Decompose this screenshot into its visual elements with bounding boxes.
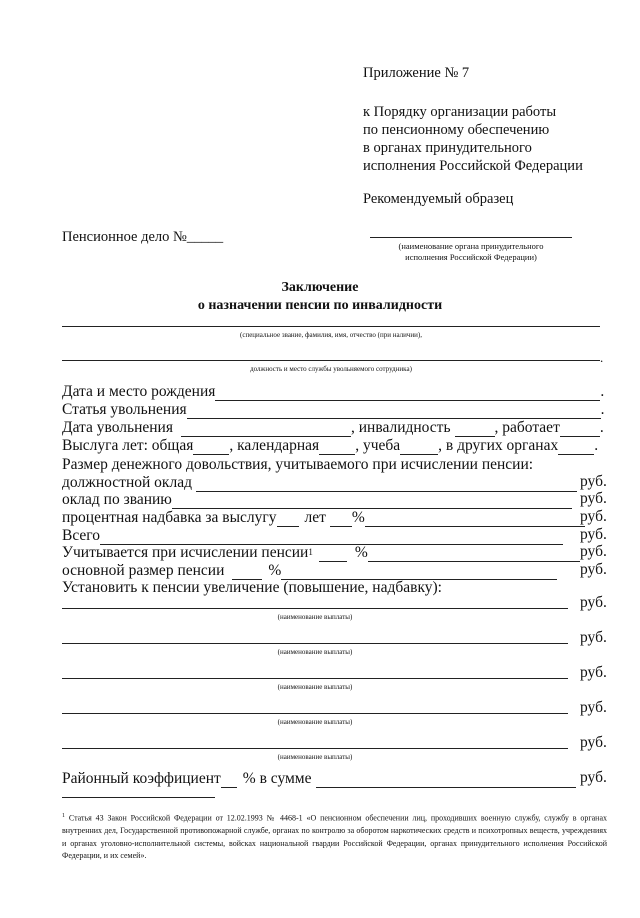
- regional-sum-field[interactable]: [316, 773, 576, 788]
- payment-caption-2: (наименование выплаты): [277, 648, 353, 656]
- payment-rub-2: руб.: [580, 629, 607, 646]
- regional-pct-field[interactable]: [221, 773, 237, 788]
- name-line[interactable]: [62, 326, 600, 327]
- regional-label: Районный коэффициент: [62, 770, 221, 787]
- bonus-pct-field[interactable]: [330, 512, 352, 527]
- rank-field[interactable]: [172, 494, 572, 509]
- basic-rub: руб.: [580, 561, 607, 578]
- payment-rub-4: руб.: [580, 699, 607, 716]
- rank-label: оклад по званию: [62, 491, 172, 508]
- authority-line[interactable]: [370, 237, 572, 238]
- footnote-mark: 1: [62, 813, 65, 819]
- other-field[interactable]: [558, 440, 594, 455]
- payment-line-3[interactable]: [62, 678, 568, 679]
- document-subtitle: о назначении пенсии по инвалидности: [197, 298, 443, 313]
- basic-label: основной размер пенсии: [62, 562, 225, 579]
- dismissal-field[interactable]: [181, 422, 351, 437]
- payment-line-2[interactable]: [62, 643, 568, 644]
- name-caption: (специальное звание, фамилия, имя, отчество (при наличии),: [240, 331, 422, 339]
- appendix-number: Приложение № 7: [363, 65, 470, 81]
- study-label: , учеба: [355, 437, 401, 454]
- article-field[interactable]: [187, 404, 601, 419]
- position-line[interactable]: [62, 360, 600, 361]
- counted-pct-field[interactable]: [319, 547, 347, 562]
- payment-rub-3: руб.: [580, 664, 607, 681]
- payment-line-1[interactable]: [62, 608, 568, 609]
- birth-field[interactable]: [215, 386, 600, 401]
- authority-caption-1: (наименование органа принудительного: [398, 241, 544, 251]
- position-caption: должность и место службы увольняемого сотрудника): [250, 365, 412, 373]
- regional-rub: руб.: [580, 769, 607, 786]
- footnote-ref[interactable]: 1: [308, 547, 313, 557]
- calendar-label: , календарная: [229, 437, 320, 454]
- birth-label: Дата и место рождения: [62, 383, 216, 400]
- allowance-label: Размер денежного довольствия, учитываемого при исчислении пенсии:: [62, 456, 534, 473]
- service-total-field[interactable]: [193, 440, 229, 455]
- pension-case-number: Пенсионное дело №_____: [62, 229, 224, 245]
- rank-rub: руб.: [580, 490, 607, 507]
- study-field[interactable]: [400, 440, 438, 455]
- service-row: Выслуга лет: общая , календарная , учеба , в других органах .: [62, 437, 599, 454]
- total-label: Всего: [62, 527, 101, 544]
- bonus-sum-field[interactable]: [365, 512, 585, 527]
- footnote-separator: [62, 797, 215, 798]
- increase-row: [62, 578, 442, 597]
- works-label: , работает: [494, 419, 560, 436]
- counted-pct-label: %: [354, 544, 368, 561]
- appendix-line-3: в органах принудительного: [363, 140, 532, 156]
- counted-sum-field[interactable]: [368, 547, 580, 562]
- increase-label: Установить к пенсии увеличение (повышение, надбавку):: [62, 579, 442, 596]
- dismissal-label: Дата увольнения: [62, 419, 173, 436]
- article-label: Статья увольнения: [62, 401, 187, 418]
- sample-label: Рекомендуемый образец: [363, 191, 514, 207]
- disability-field[interactable]: [455, 422, 495, 437]
- authority-caption-2: исполнения Российской Федерации): [405, 252, 537, 262]
- service-label: Выслуга лет: общая: [62, 437, 194, 454]
- footnote-text: Статья 43 Закон Российской Федерации от 12.02.1993 № 4468-1 «О пенсионном обеспечении лиц, проходивших военную службу, службу в органах внутренних дел, Государственной противопожарной службе, органах по контролю за оборотом наркотических средств и психотропных веществ, учреждениях и органах уголовно-исполнительной системы, войсках национальной гвардии Российской Федерации, органах принудительного исполнения Российской Федерации, и их семей».: [62, 813, 607, 861]
- payment-rub-5: руб.: [580, 734, 607, 751]
- allowance-row: [62, 455, 533, 474]
- total-rub: руб.: [580, 526, 607, 543]
- regional-sum-label: % в сумме: [242, 770, 312, 787]
- counted-label: Учитывается при исчислении пенсии: [62, 544, 309, 561]
- payment-rub-1: руб.: [580, 594, 607, 611]
- payment-caption-1: (наименование выплаты): [277, 613, 353, 621]
- payment-caption-3: (наименование выплаты): [277, 683, 353, 691]
- footnote: [62, 810, 607, 863]
- bonus-years-label: лет: [304, 509, 326, 526]
- basic-pct-label: %: [268, 562, 282, 579]
- document-title: Заключение: [281, 280, 359, 295]
- position-dot: .: [600, 350, 604, 365]
- rank-row: [62, 490, 572, 509]
- bonus-pct-label: %: [351, 509, 365, 526]
- bonus-rub: руб.: [580, 508, 607, 525]
- appendix-line-4: исполнения Российской Федерации: [363, 158, 583, 174]
- appendix-line-1: к Порядку организации работы: [363, 104, 557, 120]
- payment-line-5[interactable]: [62, 748, 568, 749]
- counted-row: [62, 543, 580, 562]
- other-label: , в других органах: [438, 437, 559, 454]
- disability-label: , инвалидность: [350, 419, 451, 436]
- counted-rub: руб.: [580, 543, 607, 560]
- payment-line-4[interactable]: [62, 713, 568, 714]
- salary-label: должностной оклад: [62, 474, 192, 491]
- bonus-label: процентная надбавка за выслугу: [62, 509, 277, 526]
- salary-rub: руб.: [580, 473, 607, 490]
- payment-caption-4: (наименование выплаты): [277, 718, 353, 726]
- payment-caption-5: (наименование выплаты): [277, 753, 353, 761]
- bonus-years-field[interactable]: [277, 512, 299, 527]
- appendix-line-2: по пенсионному обеспечению: [363, 122, 550, 138]
- calendar-field[interactable]: [319, 440, 355, 455]
- birth-row: Дата и место рождения .: [62, 383, 605, 400]
- works-field[interactable]: [560, 422, 600, 437]
- dismissal-row: Дата увольнения , инвалидность , работает .: [62, 419, 604, 436]
- regional-row: [62, 769, 576, 788]
- article-row: Статья увольнения .: [62, 401, 605, 418]
- bonus-row: [62, 508, 585, 527]
